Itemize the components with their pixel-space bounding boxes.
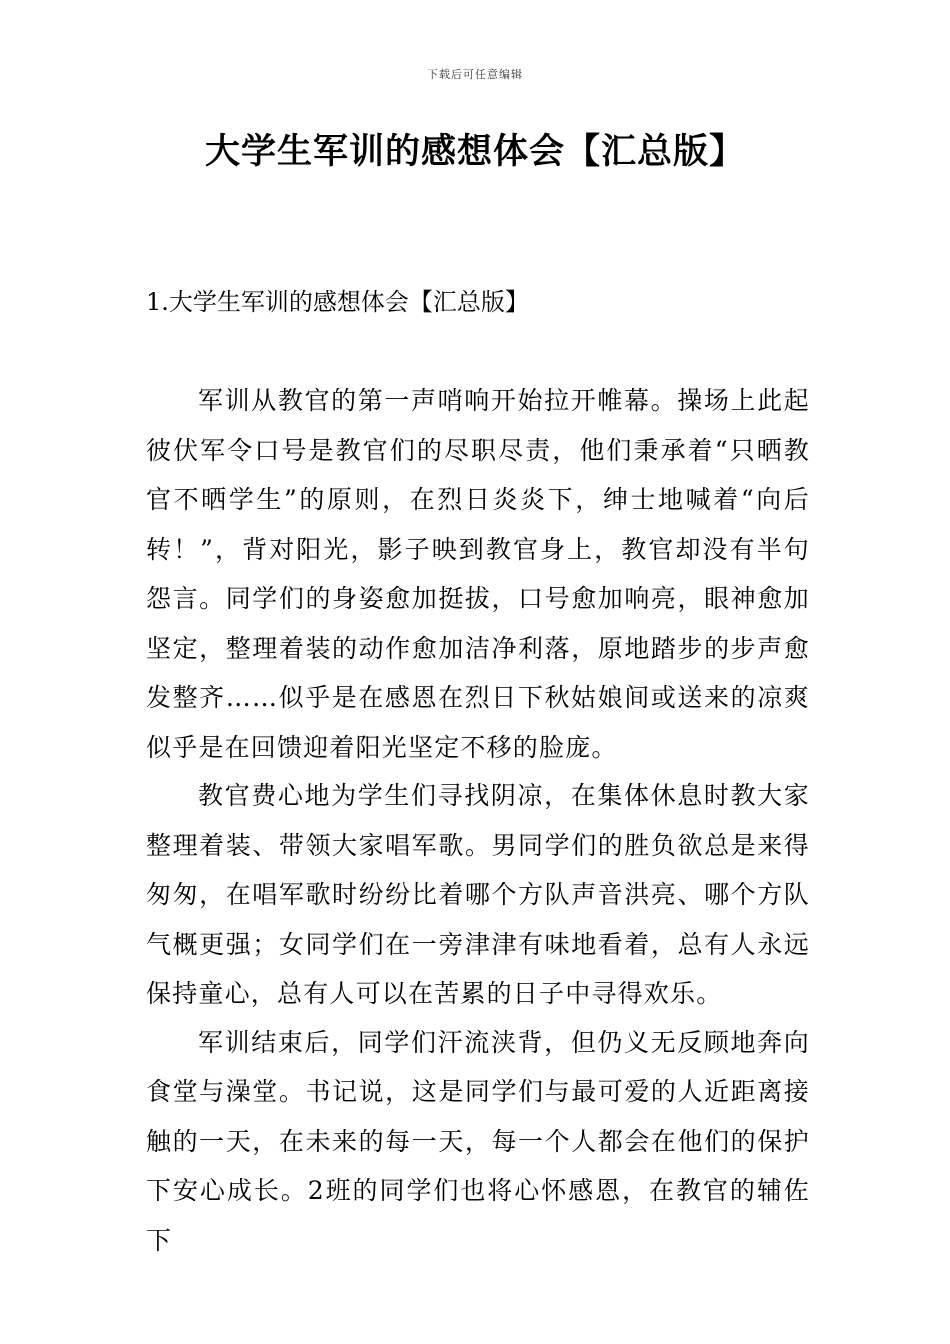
- paragraph: 军训结束后，同学们汗流浃背，但仍义无反顾地奔向食堂与澡堂。书记说，这是同学们与最可爱的人近距离接触的一天，在未来的每一天，每一个人都会在他们的保护下安心成长。2班的同学们也将心怀感恩，在教官的辅佐下: [146, 1027, 810, 1255]
- document-body: [146, 376, 810, 1264]
- section-heading: 1.大学生军训的感想体会【汇总版】: [146, 288, 529, 316]
- header-note: 下载后可任意编辑: [427, 68, 523, 81]
- paragraph: 军训从教官的第一声哨响开始拉开帷幕。操场上此起彼伏军令口号是教官们的尽职尽责，他们秉承着“只晒教官不晒学生”的原则，在烈日炎炎下，绅士地喊着“向后转！”，背对阳光，影子映到教官身上，教官却没有半句怨言。同学们的身姿愈加挺拔，口号愈加响亮，眼神愈加坚定，整理着装的动作愈加洁净利落，原地踏步的步声愈发整齐……似乎是在感恩在烈日下秋姑娘间或送来的凉爽似乎是在回馈迎着阳光坚定不移的脸庞。: [146, 386, 810, 762]
- paragraph: 教官费心地为学生们寻找阴凉，在集体休息时教大家整理着装、带领大家唱军歌。男同学们的胜负欲总是来得匆匆，在唱军歌时纷纷比着哪个方队声音洪亮、哪个方队气概更强；女同学们在一旁津津有味地看着，总有人永远保持童心，总有人可以在苦累的日子中寻得欢乐。: [146, 781, 810, 1008]
- document-title: 大学生军训的感想体会【汇总版】: [204, 132, 745, 172]
